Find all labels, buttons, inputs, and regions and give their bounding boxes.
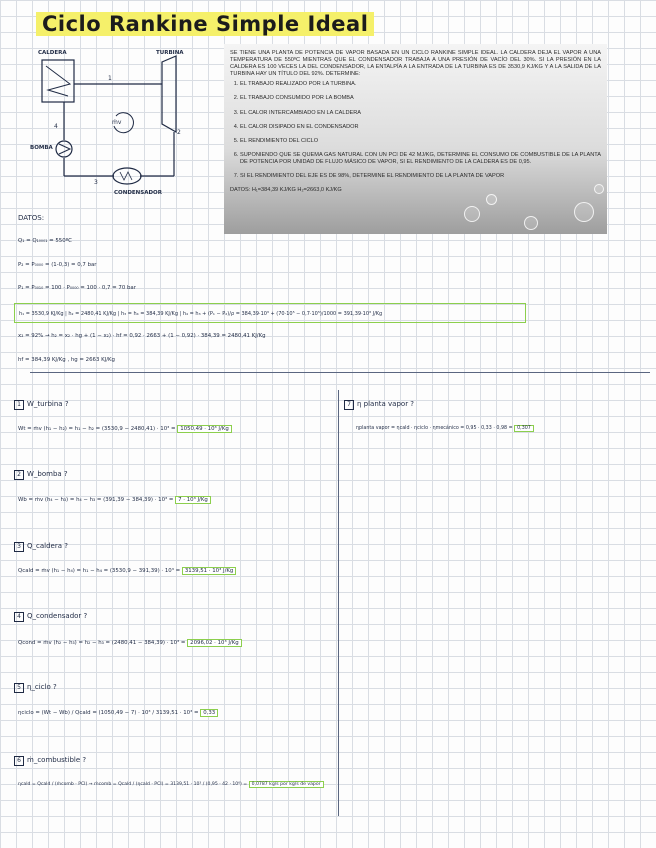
question-4-heading: 4 Q_condensador ?	[14, 612, 87, 622]
question-number: 7	[344, 400, 354, 410]
question-number: 4	[14, 612, 24, 622]
problem-statement	[224, 44, 607, 234]
condenser-shape	[113, 168, 141, 184]
question-6-heading: 6 ṁ_combustible ?	[14, 756, 86, 766]
question-1-heading: 1 W_turbina ?	[14, 400, 69, 410]
problem-item: 5. EL RENDIMIENTO DEL CICLO	[240, 138, 601, 145]
problem-item: 7. SI EL RENDIMIENTO DEL EJE ES DE 98%, DETERMINE EL RENDIMIENTO DE LA PLANTA DE VAPOR	[240, 173, 601, 180]
label-turbina: TURBINA	[156, 50, 184, 56]
question-3-equation: Qcald = ṁv (h₁ − h₄) = h₁ − h₄ = (3530,9 − 391,39) · 10³ = 3139,51 · 10³ J/Kg	[18, 568, 236, 574]
datos-line-2: P₂ = P₀₀₀₀ = (1-0,3) = 0,7 bar	[18, 262, 97, 268]
state-2: 2	[177, 129, 181, 136]
problem-datos: DATOS: H₁=384,39 KJ/KG H₂=2663,0 KJ/KG	[230, 187, 342, 194]
question-number: 3	[14, 542, 24, 552]
result-box: 3139,51 · 10³ J/Kg	[182, 567, 237, 575]
label-condensador: CONDENSADOR	[114, 190, 162, 196]
question-number: 6	[14, 756, 24, 766]
rankine-diagram	[24, 44, 214, 204]
question-2-heading: 2 W_bomba ?	[14, 470, 68, 480]
result-box: 0,33	[200, 709, 218, 717]
boiler-coil	[46, 66, 70, 96]
result-box: 0,0787 kg/s por kg/s de vapor	[249, 781, 324, 788]
datos-line-5: x₂ = 92% → h₂ = x₂ · hg + (1 − x₂) · hf = 0,92 · 2663 + (1 − 0,92) · 384,39 = 2480,41 KJ/Kg	[18, 333, 266, 339]
problem-item: 3. EL CALOR INTERCAMBIADO EN LA CALDERA	[240, 110, 601, 117]
problem-item: 4. EL CALOR DISIPADO EN EL CONDENSADOR	[240, 124, 601, 131]
question-6-equation: ηcald = Qcald / (ṁcomb · PCI) → ṁcomb = Qcald / (ηcald · PCI) = 3139,51 · 10³ / (0,95 · 42 · 10⁶) = 0,0787 kg/s por kg/s de vapor	[18, 782, 324, 787]
datos-line-6: hf = 384,39 KJ/Kg , hg = 2663 KJ/Kg	[18, 357, 115, 363]
vertical-divider	[338, 390, 339, 816]
problem-item: 2. EL TRABAJO CONSUMIDO POR LA BOMBA	[240, 95, 601, 102]
state-3: 3	[94, 179, 98, 186]
result-box: 2096,02 · 10³ J/Kg	[187, 639, 242, 647]
problem-item: 1. EL TRABAJO REALIZADO POR LA TURBINA.	[240, 81, 601, 88]
label-caldera: CALDERA	[38, 50, 67, 56]
enthalpy-box: h₁ = 3530,9 KJ/Kg | h₂ = 2480,41 KJ/Kg | h₃ = h₄ = 384,39 KJ/Kg | h₄ = h₃ + (P₁ − P₂)/ρ = 384,39·10³ + (70·10⁵ − 0,7·10⁵)/1000 = 391,39·10³ J/Kg	[14, 303, 526, 323]
datos-label: DATOS:	[18, 214, 45, 222]
problem-intro: SE TIENE UNA PLANTA DE POTENCIA DE VAPOR BASADA EN UN CICLO RANKINE SIMPLE IDEAL. LA CALDERA DEJA EL VAPOR A UNA TEMPERATURA DE 550ºC MIENTRAS QUE EL CONDENSADOR TRABAJA A UNA PRESIÓN DE VACÍO DEL 30%. SI LA PRESIÓN EN LA CALDERA ES 100 VECES LA DEL CONDENSADOR, LA ENTALPÍA A LA ENTRADA DE LA TURBINA ES DE 3530,9 KJ/KG Y A LA SALIDA DE LA TURBINA HAY UN TÍTULO DEL 92%. DETERMINE:	[230, 50, 601, 78]
question-3-heading: 3 Q_caldera ?	[14, 542, 68, 552]
question-5-equation: ηciclo = (Wt − Wb) / Qcald = (1050,49 − 7) · 10³ / 3139,51 · 10³ = 0,33	[18, 710, 218, 716]
page-title: Ciclo Rankine Simple Ideal	[36, 12, 374, 36]
datos-line-1: Q₁ = Q₁₀₀₀₁ = 550ºC	[18, 238, 72, 244]
question-7-equation: ηplanta vapor = ηcald · ηciclo · ηmecánico = 0,95 · 0,33 · 0,98 = 0,307	[356, 426, 534, 431]
state-1: 1	[108, 75, 112, 82]
question-5-heading: 5 η_ciclo ?	[14, 683, 57, 693]
problem-item: 6. SUPONIENDO QUE SE QUEMA GAS NATURAL CON UN PCI DE 42 MJ/KG, DETERMINE EL CONSUMO DE COMBUSTIBLE DE LA PLANTA DE POTENCIA POR UNIDAD DE FLUJO MÁSICO DE VAPOR, SI EL RENDIMIENTO DE LA CALDERA ES DE 0,95.	[240, 152, 601, 166]
state-4: 4	[54, 123, 58, 130]
turbine-shape	[162, 56, 176, 132]
question-7-heading: 7 η planta vapor ?	[344, 400, 414, 410]
datos-line-3: P₁ = P₀₀₁₀ = 100 · P₀₀₀₀ = 100 · 0,7 = 70 bar	[18, 285, 136, 291]
question-4-equation: Qcond = ṁv (h₂ − h₃) = h₂ − h₃ = (2480,41 − 384,39) · 10³ = 2096,02 · 10³ J/Kg	[18, 640, 242, 646]
question-number: 1	[14, 400, 24, 410]
question-number: 2	[14, 470, 24, 480]
question-1-equation: Wt = ṁv (h₁ − h₂) = h₁ − h₂ = (3530,9 − 2480,41) · 10³ = 1050,49 · 10³ J/Kg	[18, 426, 232, 432]
horizontal-divider	[30, 372, 650, 373]
mass-flow-label: ṁv	[112, 119, 122, 126]
result-box: 7 · 10³ J/Kg	[175, 496, 211, 504]
result-box: 1050,49 · 10³ J/Kg	[177, 425, 232, 433]
problem-list	[230, 81, 601, 180]
label-bomba: BOMBA	[30, 145, 53, 151]
result-box: 0,307	[514, 425, 534, 432]
question-number: 5	[14, 683, 24, 693]
question-2-equation: Wb = ṁv (h₄ − h₃) = h₄ − h₃ = (391,39 − 384,39) · 10³ = 7 · 10³ J/Kg	[18, 497, 211, 503]
